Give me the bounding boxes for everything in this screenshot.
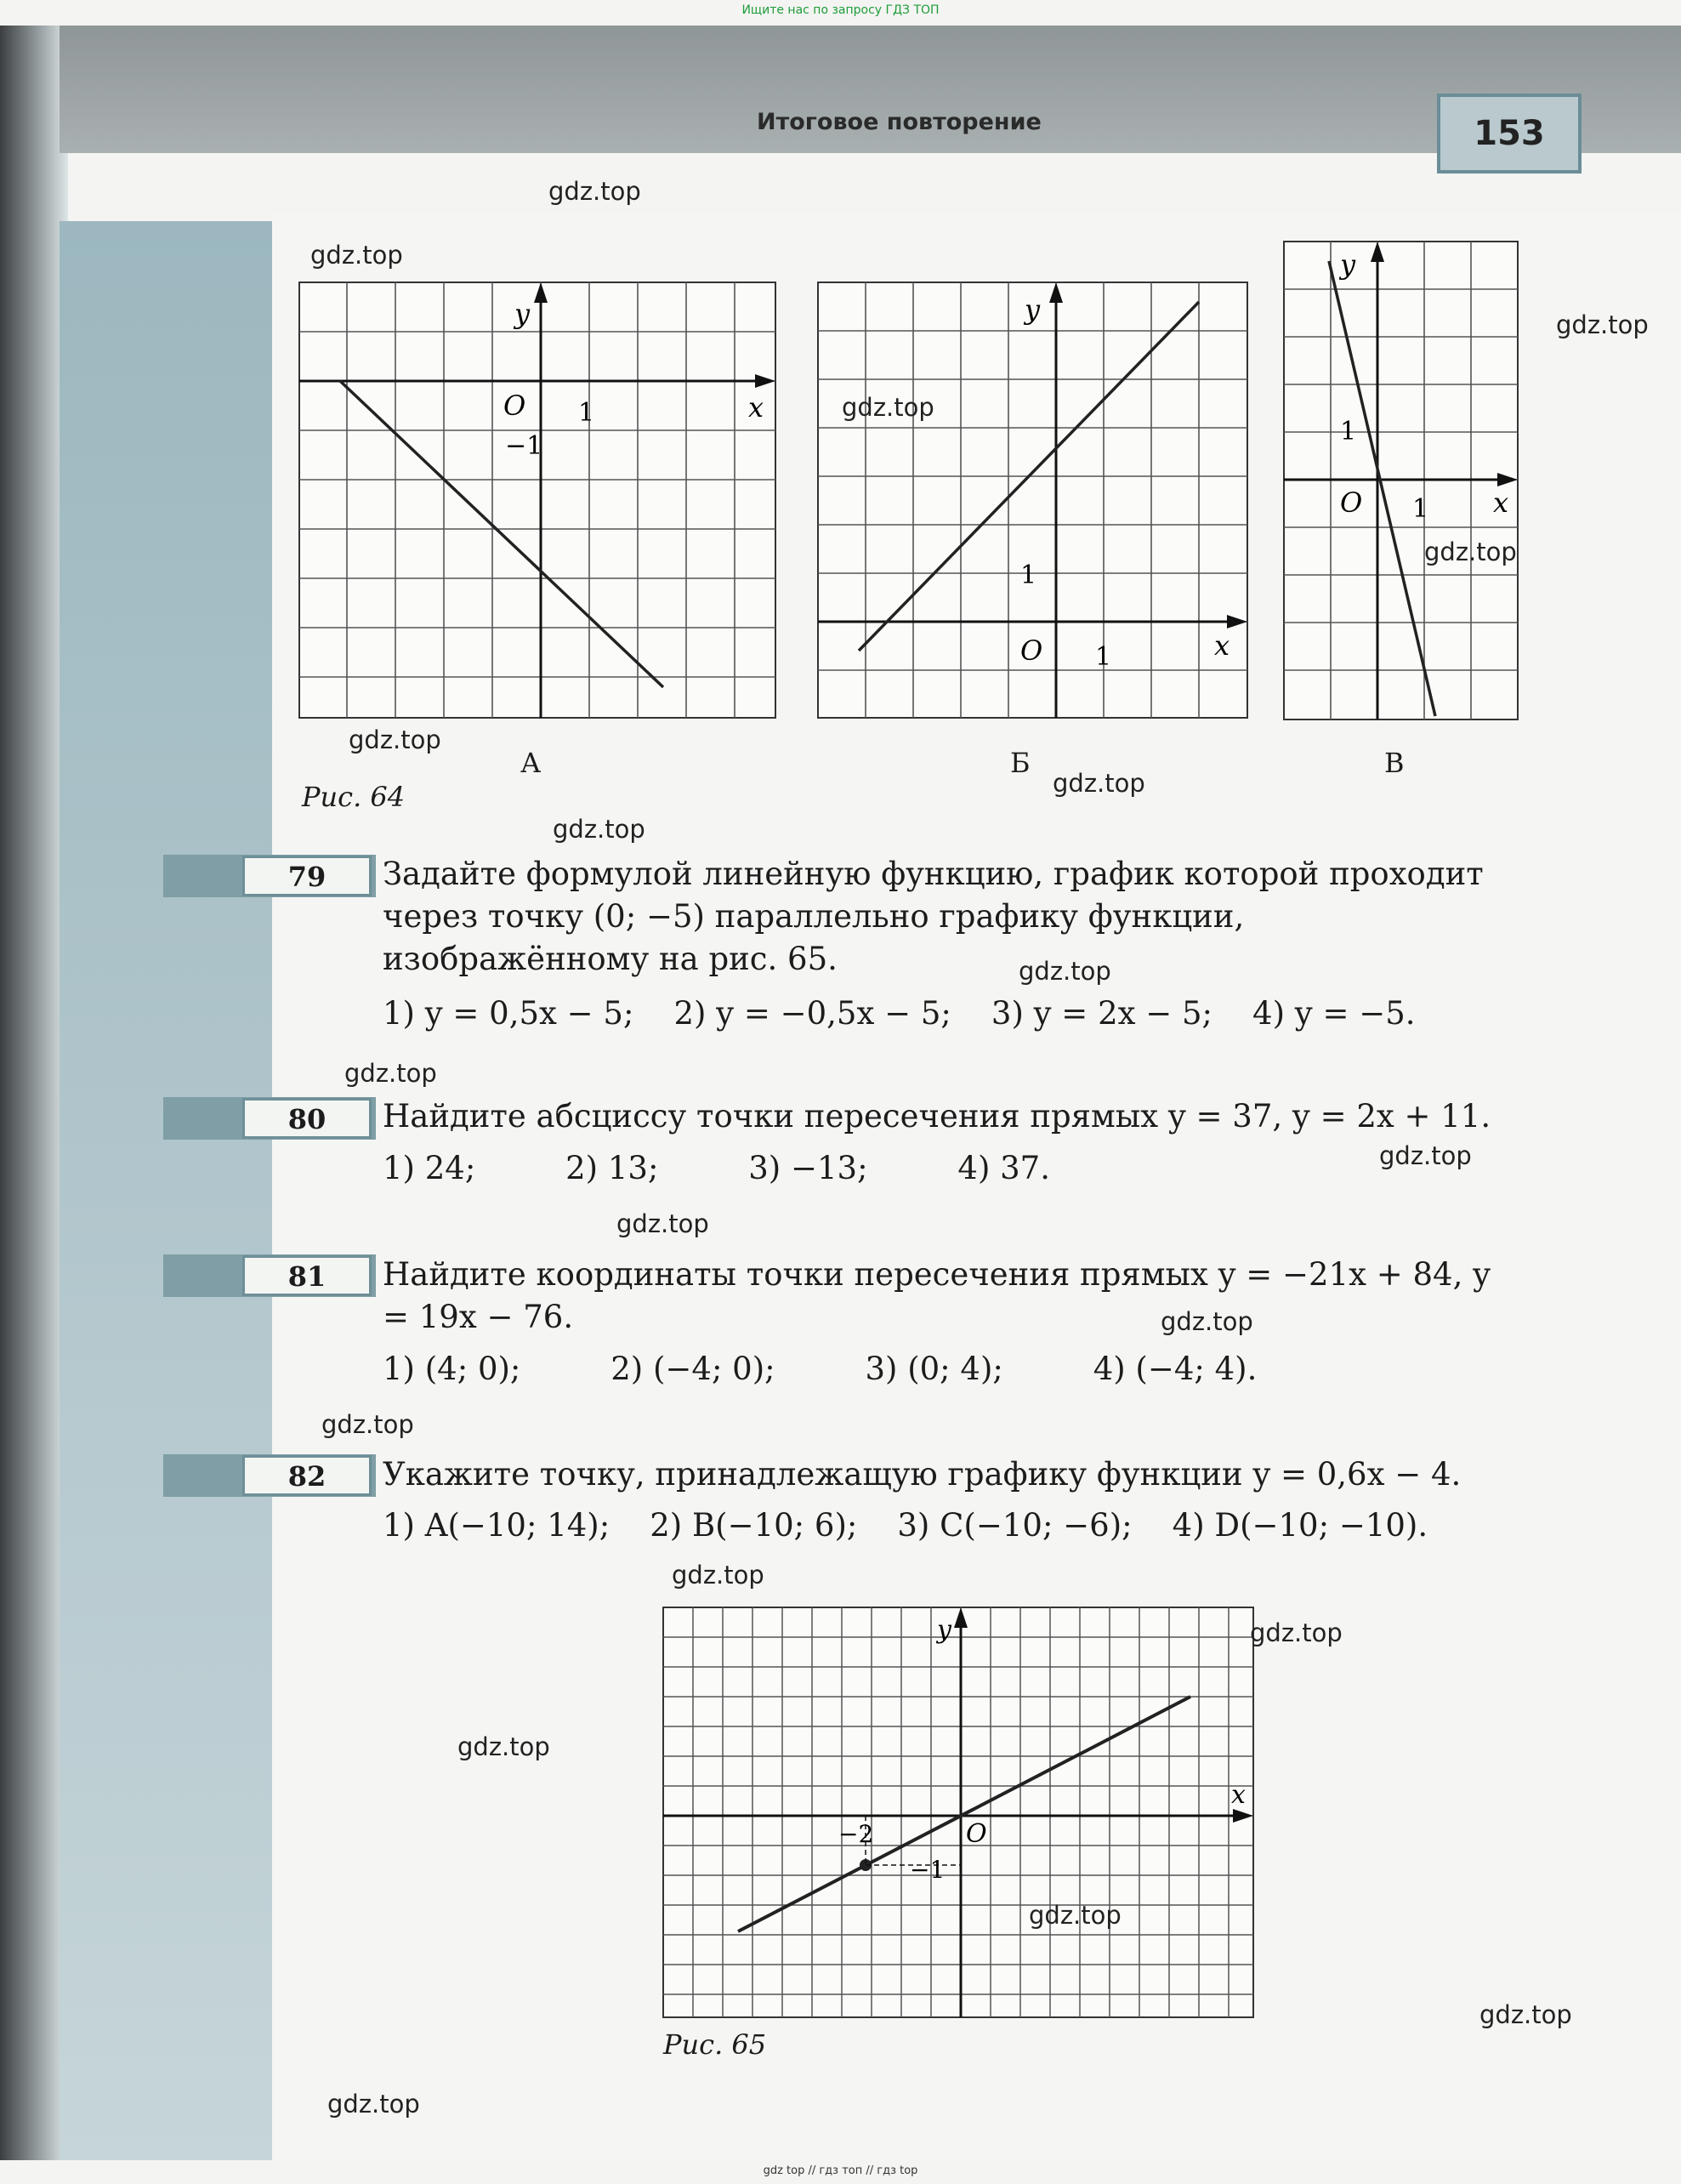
task-79-text: Задайте формулой линейную функцию, график которой проходит через точку (0; −5) параллельно графику функции, изображённому на рис. 65. bbox=[383, 856, 1484, 977]
graph-b-x-label: x bbox=[1214, 629, 1230, 662]
graph-a-x-tick: 1 bbox=[578, 398, 595, 428]
graph-65-x-label: x bbox=[1231, 1780, 1246, 1810]
graph-a-y-label: y bbox=[514, 298, 531, 330]
watermark-text: gdz.top bbox=[349, 725, 441, 754]
graph-c bbox=[1282, 240, 1520, 725]
watermark-text: gdz.top bbox=[1053, 769, 1145, 798]
task-82-text: Укажите точку, принадлежащую графику функции y = 0,6x − 4. bbox=[383, 1456, 1462, 1493]
task-81-options: 1) (4; 0); 2) (−4; 0); 3) (0; 4); 4) (−4; 4). bbox=[383, 1351, 1258, 1387]
task-number-82: 82 bbox=[242, 1455, 372, 1496]
task-number-80: 80 bbox=[242, 1098, 372, 1139]
graph-a-origin: O bbox=[503, 390, 526, 422]
task-80-text: Найдите абсциссу точки пересечения прямых y = 37, y = 2x + 11. bbox=[383, 1098, 1491, 1135]
graph-a-letter: А bbox=[520, 747, 542, 779]
watermark-text: gdz.top bbox=[548, 177, 641, 206]
watermark-text: gdz.top bbox=[553, 815, 645, 844]
graph-65-y-tick: −1 bbox=[910, 1856, 946, 1884]
graph-65-y-label: y bbox=[937, 1615, 951, 1645]
watermark-text: gdz.top bbox=[1479, 2000, 1572, 2029]
graph-b-y-tick: 1 bbox=[1020, 560, 1037, 590]
task-82-options: 1) A(−10; 14); 2) B(−10; 6); 3) C(−10; −6); 4) D(−10; −10). bbox=[383, 1507, 1428, 1544]
graph-65 bbox=[662, 1606, 1257, 2022]
watermark-text: gdz.top bbox=[1556, 310, 1649, 339]
task-79-options: 1) y = 0,5x − 5; 2) y = −0,5x − 5; 3) y = 2x − 5; 4) y = −5. bbox=[383, 995, 1416, 1032]
graph-65-origin: O bbox=[966, 1819, 987, 1849]
watermark-text: gdz.top bbox=[344, 1059, 437, 1088]
watermark-text: gdz.top bbox=[1019, 957, 1111, 986]
watermark-text: gdz.top bbox=[321, 1410, 414, 1439]
graph-65-x-tick: −2 bbox=[838, 1820, 874, 1848]
graph-65-frame bbox=[663, 1607, 1253, 2017]
side-band bbox=[60, 221, 272, 2160]
task-80-options: 1) 24; 2) 13; 3) −13; 4) 37. bbox=[383, 1150, 1050, 1186]
watermark-text: gdz.top bbox=[616, 1209, 709, 1238]
top-note: Ищите нас по запросу ГДЗ ТОП bbox=[741, 3, 940, 17]
graph-c-origin: O bbox=[1340, 486, 1363, 519]
watermark-text: gdz.top bbox=[327, 2090, 420, 2119]
graph-c-y-label: y bbox=[1340, 248, 1356, 281]
task-number-79: 79 bbox=[242, 856, 372, 896]
graph-a bbox=[298, 281, 778, 723]
watermark-text: gdz.top bbox=[672, 1561, 764, 1590]
graph-c-letter: В bbox=[1384, 747, 1405, 779]
watermark-text: gdz.top bbox=[1161, 1307, 1253, 1336]
header-title: Итоговое повторение bbox=[757, 109, 1042, 135]
watermark-text: gdz.top bbox=[457, 1732, 550, 1761]
page-number: 153 bbox=[1437, 94, 1582, 173]
graph-c-x-label: x bbox=[1493, 486, 1509, 519]
task-number-81: 81 bbox=[242, 1255, 372, 1296]
graph-a-frame bbox=[299, 282, 775, 718]
watermark-text: gdz.top bbox=[842, 393, 934, 422]
watermark-text: gdz.top bbox=[310, 241, 403, 270]
watermark-text: gdz.top bbox=[1424, 537, 1517, 566]
figure-64-caption: Рис. 64 bbox=[302, 781, 406, 813]
graph-b-x-tick: 1 bbox=[1095, 642, 1112, 672]
graph-b bbox=[816, 281, 1250, 723]
graph-b-origin: O bbox=[1020, 634, 1043, 667]
graph-c-x-tick: 1 bbox=[1412, 494, 1429, 524]
book-spine bbox=[0, 26, 68, 2160]
graph-a-y-tick: −1 bbox=[505, 431, 543, 461]
graph-b-y-label: y bbox=[1025, 293, 1041, 326]
task-81-text: Найдите координаты точки пересечения прямых y = −21x + 84, y = 19x − 76. bbox=[383, 1256, 1491, 1335]
graph-a-x-label: x bbox=[748, 391, 764, 424]
watermark-text: gdz.top bbox=[1029, 1901, 1122, 1930]
figure-65-caption: Рис. 65 bbox=[663, 2028, 767, 2061]
watermark-text: gdz.top bbox=[1379, 1141, 1472, 1170]
bottom-note: gdz top // гдз топ // гдз top bbox=[763, 2164, 918, 2177]
graph-b-letter: Б bbox=[1010, 747, 1031, 779]
watermark-text: gdz.top bbox=[1250, 1618, 1343, 1647]
graph-c-y-tick: 1 bbox=[1340, 417, 1357, 446]
